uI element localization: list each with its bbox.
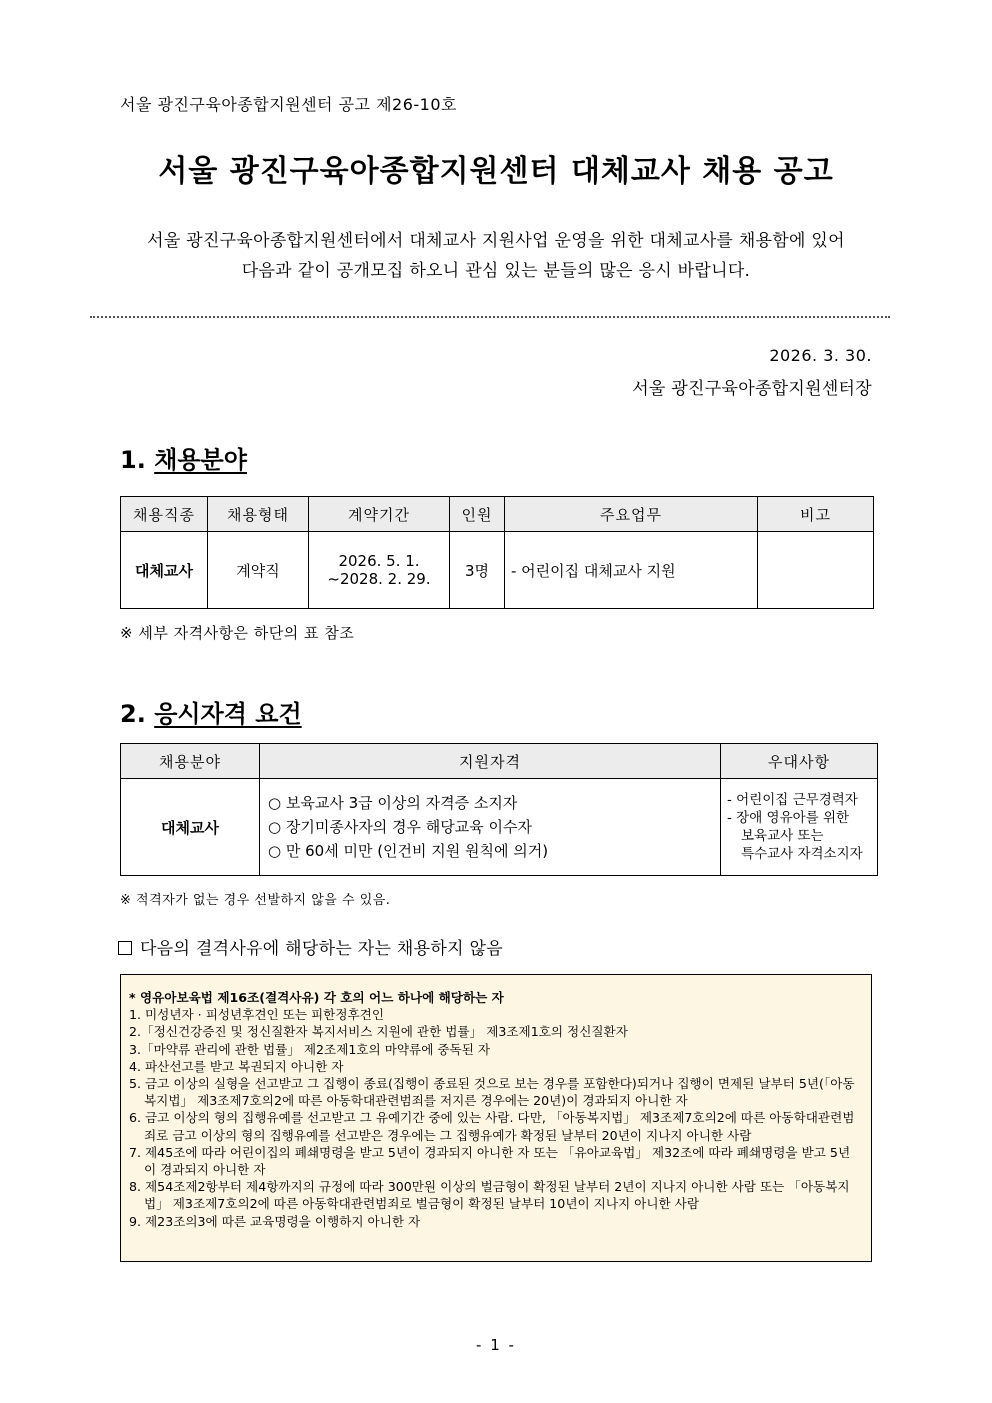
list-item: 특수교사 자격소지자: [741, 846, 863, 862]
cell-period: [309, 532, 450, 609]
list-item: ○ 만 60세 미만 (인건비 지원 원칙에 의거): [268, 842, 549, 860]
period-end: ~2028. 2. 29.: [327, 570, 431, 588]
list-item: 9. 제23조의3에 따른 교육명령을 이행하지 아니한 자: [129, 1213, 421, 1229]
dotted-divider: [90, 316, 890, 318]
col-header-remark: 비고: [758, 497, 874, 532]
section-1-heading: [120, 440, 247, 475]
cell-duty: - 어린이집 대체교사 지원: [505, 532, 758, 609]
section-2-title: 응시자격 요건: [154, 700, 302, 728]
list-item: 3.「마약류 관리에 관한 법률」 제2조제1호의 마약류에 중독된 자: [129, 1041, 491, 1057]
section-2-number: 2.: [120, 700, 146, 728]
cell-qualifications: [260, 779, 721, 876]
disqualification-heading-text: 다음의 결격사유에 해당하는 자는 채용하지 않음: [140, 939, 503, 959]
list-item: 8. 제54조제2항부터 제4항까지의 규정에 따라 300만원 이상의 벌금형이 확정된 날부터 2년이 지나지 아니한 사람 또는 「아동복지법」 제3조제7호의2에 따른 아동학대관련범죄로 벌금형이 확정된 날부터 10년이 지나지 아니한 사람: [129, 1179, 850, 1212]
list-item: 6. 금고 이상의 형의 집행유예를 선고받고 그 유예기간 중에 있는 사람. 다만, 「아동복지법」 제3조제7호의2에 따른 아동학대관련범죄로 금고 이상의 형의 집행유예를 선고받은 경우에는 그 집행유예가 확정된 날부터 20년이 지나지 아니한 사람: [129, 1110, 855, 1143]
qualification-list: [260, 791, 720, 863]
table-header-row: [121, 744, 878, 779]
cell-remark: [758, 532, 874, 609]
issuer-name: 서울 광진구육아종합지원센터장: [632, 379, 872, 399]
intro-line-1: 서울 광진구육아종합지원센터에서 대체교사 지원사업 운영을 위한 대체교사를 채용함에 있어: [147, 231, 845, 251]
list-item: - 장애 영유아를 위한: [727, 810, 850, 826]
section-2-note: ※ 적격자가 없는 경우 선발하지 않을 수 있음.: [120, 893, 391, 908]
page-title: 서울 광진구육아종합지원센터 대체교사 채용 공고: [158, 154, 834, 189]
table-row: [121, 779, 878, 876]
table-row: [121, 532, 874, 609]
recruitment-field-table: [120, 496, 874, 609]
intro-line-2: 다음과 같이 공개모집 하오니 관심 있는 분들의 많은 응시 바랍니다.: [241, 261, 751, 281]
disqualification-box: [120, 974, 872, 1262]
disqualification-heading: [118, 934, 503, 959]
list-item: ○ 보육교사 3급 이상의 자격증 소지자: [268, 794, 518, 812]
list-item: 1. 미성년자 · 피성년후견인 또는 피한정후견인: [129, 1007, 385, 1023]
list-item: ○ 장기미종사자의 경우 해당교육 이수자: [268, 818, 533, 836]
col-header-type: 채용형태: [208, 497, 309, 532]
page-number: - 1 -: [476, 1336, 516, 1354]
list-item: 보육교사 또는: [741, 828, 824, 844]
col-header-duty: 주요업무: [505, 497, 758, 532]
col-header-count: 인원: [450, 497, 505, 532]
col-header-field: 채용분야: [121, 744, 260, 779]
announcement-date: 2026. 3. 30.: [769, 346, 872, 365]
col-header-preference: 우대사항: [721, 744, 878, 779]
box-title: * 영유아보육법 제16조(결격사유) 각 호의 어느 하나에 해당하는 자: [129, 990, 504, 1005]
section-2-heading: [120, 694, 302, 729]
cell-preferences: [721, 779, 878, 876]
cell-field: 대체교사: [121, 779, 260, 876]
col-header-period: 계약기간: [309, 497, 450, 532]
list-item: - 어린이집 근무경력자: [727, 792, 858, 808]
cell-count: 3명: [450, 532, 505, 609]
period-start: 2026. 5. 1.: [338, 552, 420, 570]
notice-number: 서울 광진구육아종합지원센터 공고 제26-10호: [120, 95, 458, 114]
list-item: 2.「정신건강증진 및 정신질환자 복지서비스 지원에 관한 법률」 제3조제1호의 정신질환자: [129, 1024, 628, 1040]
preference-list: [721, 791, 877, 863]
list-item: 4. 파산선고를 받고 복권되지 아니한 자: [129, 1058, 344, 1074]
qualification-table: [120, 743, 878, 876]
col-header-qualification: 지원자격: [260, 744, 721, 779]
col-header-job: 채용직종: [121, 497, 208, 532]
cell-type: 계약직: [208, 532, 309, 609]
section-1-number: 1.: [120, 446, 146, 474]
section-1-note: ※ 세부 자격사항은 하단의 표 참조: [120, 624, 355, 642]
intro-paragraph: [90, 226, 902, 286]
table-header-row: [121, 497, 874, 532]
section-1-title: 채용분야: [154, 446, 247, 474]
list-item: 5. 금고 이상의 실형을 선고받고 그 집행이 종료(집행이 종료된 것으로 보는 경우를 포함한다)되거나 집행이 면제된 날부터 5년(「아동복지법」 제3조제7호의2에 따른 아동학대관련범죄를 저지른 경우에는 20년)이 경과되지 아니한 자: [129, 1076, 855, 1109]
cell-job: 대체교사: [121, 532, 208, 609]
list-item: 7. 제45조에 따라 어린이집의 폐쇄명령을 받고 5년이 경과되지 아니한 자 또는 「유아교육법」 제32조에 따라 폐쇄명령을 받고 5년이 경과되지 아니한 자: [129, 1144, 851, 1178]
checkbox-icon: [118, 941, 132, 955]
